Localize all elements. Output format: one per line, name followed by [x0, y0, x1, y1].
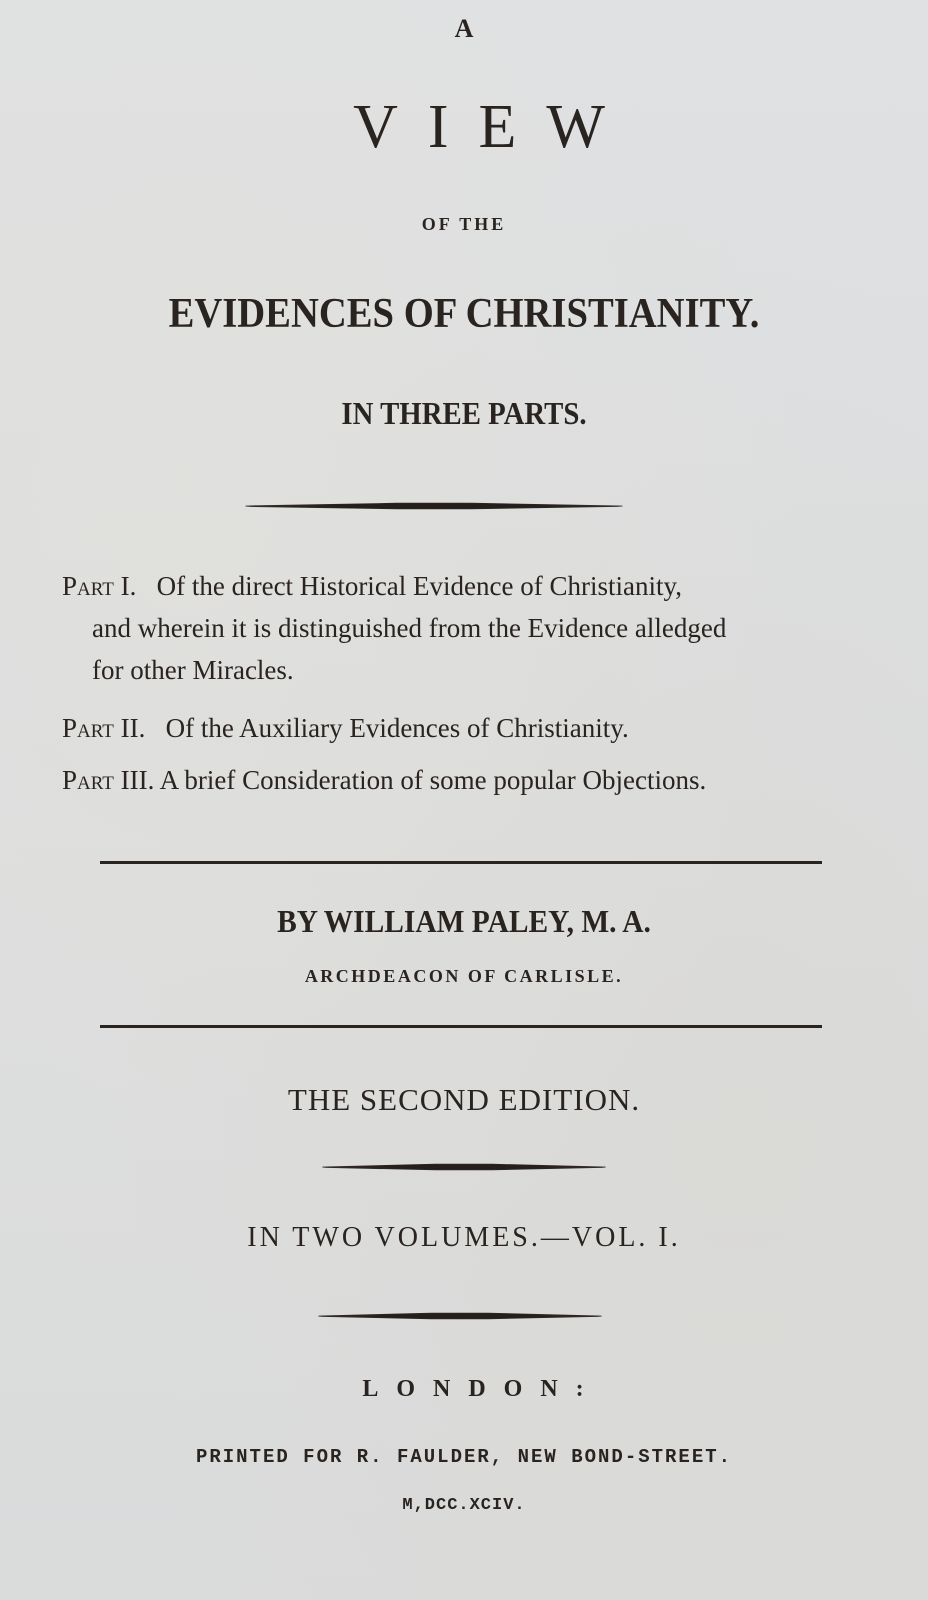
part-3: [62, 759, 852, 801]
part-1: [62, 565, 852, 691]
author-title: ARCHDEACON OF CARLISLE.: [304, 966, 624, 986]
imprint-publisher: PRINTED FOR R. FAULDER, NEW BOND-STREET.: [195, 1446, 733, 1468]
author-line: BY WILLIAM PALEY, M. A.: [277, 903, 651, 939]
part-1-continuation-2: for other Miracles.: [92, 655, 294, 685]
part-2-label: Part II.: [62, 713, 146, 743]
part-2: [62, 707, 852, 749]
ornamental-rule-3: [318, 1312, 602, 1320]
ornamental-rule-2: [322, 1163, 606, 1171]
structure-note: IN THREE PARTS.: [341, 395, 587, 431]
part-3-label: Part III.: [62, 765, 155, 795]
part-2-text: Of the Auxiliary Evidences of Christianity.: [165, 713, 629, 743]
volume-statement: IN TWO VOLUMES.—VOL. I.: [247, 1222, 681, 1253]
part-1-label: Part I.: [62, 571, 137, 601]
title-article: A: [454, 14, 474, 43]
imprint-year: M,DCC.XCIV.: [402, 1496, 526, 1515]
imprint-city: LONDON:: [362, 1376, 602, 1402]
part-3-text: A brief Consideration of some popular Objections.: [159, 765, 707, 795]
title-subject: EVIDENCES OF CHRISTIANITY.: [168, 291, 760, 337]
edition-statement: THE SECOND EDITION.: [287, 1082, 641, 1117]
title-main: VIEW: [353, 93, 635, 161]
part-1-continuation-1: and wherein it is distinguished from the Evidence alledged: [92, 613, 727, 643]
ornamental-rule-1: [245, 502, 623, 510]
divider-rule-2: [100, 1025, 822, 1028]
divider-rule-1: [100, 861, 822, 864]
title-connector: OF THE: [421, 214, 507, 234]
part-1-text: Of the direct Historical Evidence of Christianity,: [156, 571, 682, 601]
